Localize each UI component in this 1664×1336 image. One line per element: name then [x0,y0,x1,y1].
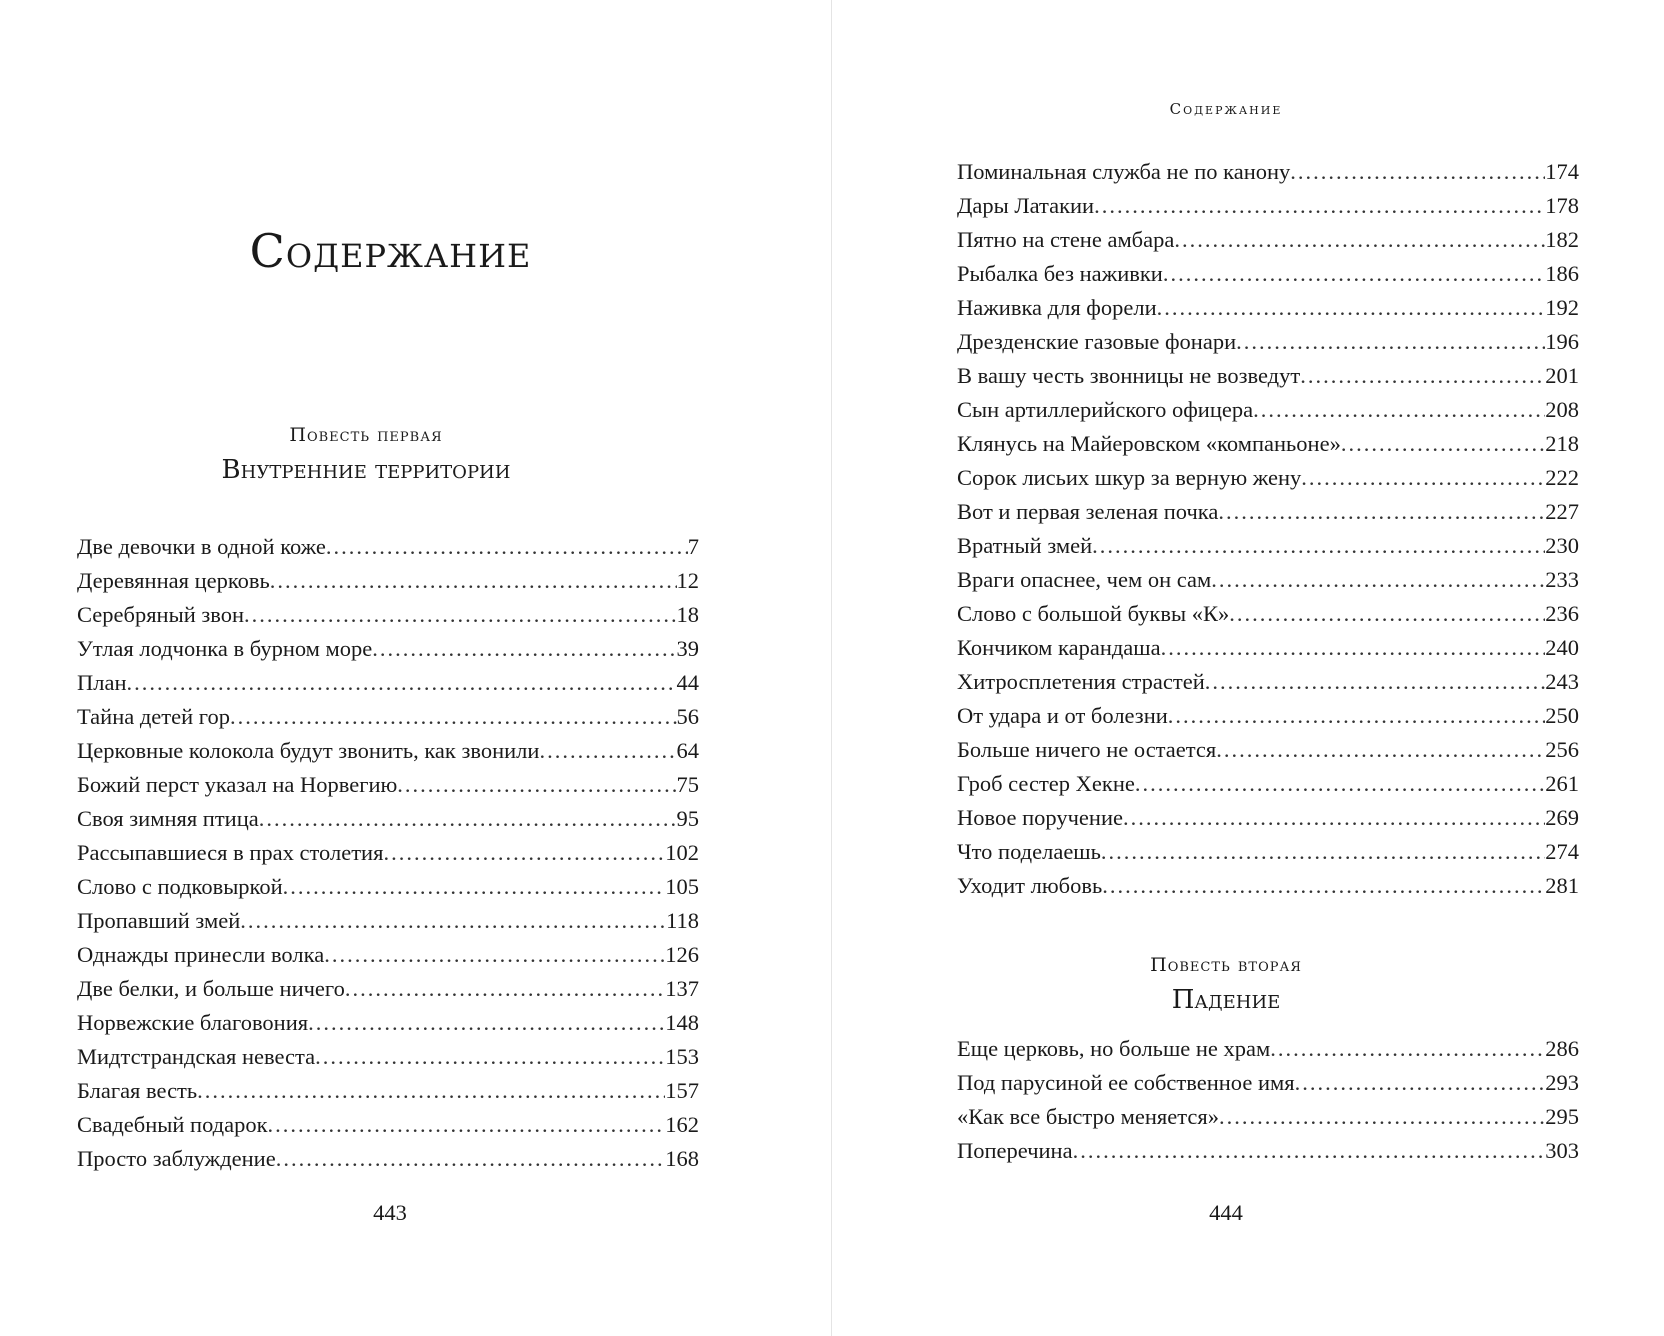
toc-entry [957,461,1579,495]
toc-entry-page: 7 [687,534,699,559]
dot-leader [240,904,666,938]
toc-entry [957,529,1579,563]
toc-entry-page: 233 [1545,567,1579,592]
toc-entry-page: 192 [1545,295,1579,320]
dot-leader [1218,495,1545,529]
dot-leader [230,700,677,734]
toc-entry [77,1108,699,1142]
toc-entry [77,734,699,768]
toc-entry [957,767,1579,801]
toc-entry [957,189,1579,223]
toc-entry-title: Две девочки в одной коже [77,534,326,559]
toc-entry-title: Дрезденские газовые фонари [957,329,1237,354]
dot-leader [326,530,688,564]
dot-leader [1211,563,1545,597]
toc-entry-title: Просто заблуждение [77,1146,276,1171]
toc-entry [957,223,1579,257]
page-title: Содержание [249,224,532,278]
dot-leader [1073,1134,1546,1168]
dot-leader [259,802,677,836]
toc-entry-page: 153 [665,1044,699,1069]
toc-entry-title: Наживка для форели [957,295,1157,320]
toc-entry [957,325,1579,359]
toc-entry-page: 243 [1545,669,1579,694]
dot-leader [1102,869,1545,903]
toc-entry [957,359,1579,393]
toc-entry-page: 178 [1545,193,1579,218]
dot-leader [283,870,666,904]
toc-entry-page: 261 [1545,771,1579,796]
toc-entry-title: Сорок лисьих шкур за верную жену [957,465,1302,490]
toc-entry-title: Утлая лодчонка в бурном море [77,636,373,661]
toc-entry [77,904,699,938]
toc-entry [957,835,1579,869]
toc-entry [77,632,699,666]
toc-entry [957,393,1579,427]
toc-entry-title: Гроб сестер Хекне [957,771,1135,796]
dot-leader [1295,1066,1546,1100]
toc-entry [957,1134,1579,1168]
toc-entry [957,1066,1579,1100]
toc-entry-page: 227 [1545,499,1579,524]
toc-entry-title: Враги опаснее, чем он сам [957,567,1212,592]
toc-entry-title: Тайна детей гор [77,704,230,729]
toc-entry-page: 137 [665,976,699,1001]
toc-entry-page: 118 [666,908,699,933]
dot-leader [383,836,665,870]
dot-leader [324,938,665,972]
toc-entry [77,564,699,598]
dot-leader [1092,529,1545,563]
toc-entry [77,598,699,632]
toc-entry-title: Пропавший змей [77,908,241,933]
toc-entry-page: 64 [676,738,699,763]
toc-entry-page: 157 [665,1078,699,1103]
toc-entry-page: 75 [676,772,699,797]
toc-entry [77,802,699,836]
toc-entry-title: Вот и первая зеленая почка [957,499,1219,524]
toc-entry-page: 303 [1545,1138,1579,1163]
dot-leader [1205,665,1545,699]
toc-entry-page: 126 [665,942,699,967]
toc-entry [77,972,699,1006]
toc-entry-page: 286 [1545,1036,1579,1061]
toc-entry-title: Еще церковь, но больше не храм [957,1036,1271,1061]
page-number: 443 [373,1200,407,1225]
toc-entry-page: 182 [1545,227,1579,252]
dot-leader [1253,393,1545,427]
toc-entry-page: 236 [1545,601,1579,626]
dot-leader [1174,223,1545,257]
toc-entry-title: Дары Латакии [957,193,1095,218]
toc-entry-title: Деревянная церковь [77,568,270,593]
dot-leader [1236,325,1545,359]
dot-leader [197,1074,665,1108]
toc-entry-title: План [77,670,127,695]
toc-entry [77,870,699,904]
toc-entry [77,1074,699,1108]
toc-entry-title: Поминальная служба не по канону [957,159,1291,184]
toc-entry [957,1032,1579,1066]
toc-entry-title: Новое поручение [957,805,1123,830]
dot-leader [1300,359,1545,393]
toc-entry-title: Слово с подковыркой [77,874,283,899]
toc-entry-page: 56 [676,704,699,729]
toc-entry [957,665,1579,699]
toc-entry-page: 230 [1545,533,1579,558]
toc-entry-page: 293 [1545,1070,1579,1095]
dot-leader [539,734,676,768]
dot-leader [1101,835,1545,869]
toc-entry [77,938,699,972]
story-label: Повесть первая [289,424,443,446]
toc-entry-title: Рассыпавшиеся в прах столетия [77,840,384,865]
toc-entry-title: Серебряный звон [77,602,245,627]
dot-leader [276,1142,666,1176]
dot-leader [1229,597,1545,631]
toc-entry [77,768,699,802]
toc-entry [957,563,1579,597]
dot-leader [127,666,677,700]
toc-entry-page: 168 [665,1146,699,1171]
toc-entry-title: Уходит любовь [957,873,1103,898]
dot-leader [1216,733,1545,767]
toc-entry [77,530,699,564]
dot-leader [1270,1032,1545,1066]
toc-entry-page: 281 [1545,873,1579,898]
dot-leader [1135,767,1545,801]
toc-entry-title: Что поделаешь [957,839,1101,864]
toc-entry-title: Больше ничего не остается [957,737,1217,762]
toc-entry-title: От удара и от болезни [957,703,1168,728]
toc-entry-title: Слово с большой буквы «К» [957,601,1230,626]
toc-entry [957,631,1579,665]
dot-leader [1341,427,1545,461]
toc-entry-title: Церковные колокола будут звонить, как звонили [77,738,540,763]
right-page [832,0,1663,1336]
toc-entry [957,427,1579,461]
dot-leader [345,972,665,1006]
toc-entry-title: Под парусиной ее собственное имя [957,1070,1295,1095]
toc-entry-page: 201 [1545,363,1579,388]
toc-entry-page: 250 [1545,703,1579,728]
dot-leader [315,1040,665,1074]
toc-list-right [957,155,1579,903]
toc-entry [77,836,699,870]
toc-entry-page: 222 [1545,465,1579,490]
toc-entry-title: Свадебный подарок [77,1112,268,1137]
toc-entry [77,1006,699,1040]
toc-entry-page: 186 [1545,261,1579,286]
toc-entry-page: 162 [665,1112,699,1137]
dot-leader [1094,189,1545,223]
toc-entry [77,700,699,734]
toc-entry [957,597,1579,631]
toc-entry-title: Благая весть [77,1078,198,1103]
dot-leader [270,564,677,598]
toc-entry-page: 295 [1545,1104,1579,1129]
toc-entry-page: 18 [676,602,699,627]
running-head: Содержание [1169,100,1283,118]
toc-entry [957,801,1579,835]
toc-entry [77,666,699,700]
page-number: 444 [1209,1200,1243,1225]
toc-entry-page: 39 [676,636,699,661]
toc-entry-page: 218 [1545,431,1579,456]
toc-entry-page: 102 [665,840,699,865]
toc-entry-title: Поперечина [957,1138,1073,1163]
toc-entry-page: 105 [665,874,699,899]
left-page [0,0,831,1336]
toc-entry [957,495,1579,529]
dot-leader [372,632,676,666]
toc-entry [77,1040,699,1074]
dot-leader [1123,801,1545,835]
story-label-2: Повесть вторая [1150,954,1302,976]
toc-entry-title: Однажды принесли волка [77,942,325,967]
toc-entry-title: В вашу честь звонницы не возведут [957,363,1301,388]
toc-entry-title: Своя зимняя птица [77,806,259,831]
toc-entry-page: 196 [1545,329,1579,354]
toc-entry-title: Клянусь на Майеровском «компаньоне» [957,431,1341,456]
toc-entry [957,291,1579,325]
dot-leader [308,1006,665,1040]
dot-leader [1290,155,1545,189]
dot-leader [1161,631,1546,665]
toc-entry-page: 256 [1545,737,1579,762]
toc-entry [957,733,1579,767]
dot-leader [1168,699,1545,733]
dot-leader [1157,291,1546,325]
toc-entry-title: «Как все быстро меняется» [957,1104,1219,1129]
toc-list-left [77,530,699,1176]
story-title-2: Падение [1171,985,1281,1015]
dot-leader [1163,257,1545,291]
toc-entry-page: 240 [1545,635,1579,660]
toc-entry-page: 174 [1545,159,1579,184]
toc-entry-title: Божий перст указал на Норвегию [77,772,398,797]
toc-entry-title: Кончиком карандаша [957,635,1161,660]
toc-entry-title: Пятно на стене амбара [957,227,1175,252]
toc-entry-title: Норвежские благовония [77,1010,309,1035]
toc-entry-page: 95 [676,806,699,831]
toc-entry [957,155,1579,189]
toc-entry [957,869,1579,903]
dot-leader [1219,1100,1545,1134]
toc-entry-page: 208 [1545,397,1579,422]
story-title: Внутренние территории [221,455,511,485]
toc-entry-page: 12 [676,568,699,593]
toc-entry [77,1142,699,1176]
dot-leader [244,598,676,632]
dot-leader [397,768,676,802]
dot-leader [268,1108,666,1142]
toc-entry [957,257,1579,291]
toc-list-right-2 [957,1032,1579,1168]
toc-entry-title: Мидтстрандская невеста [77,1044,316,1069]
toc-entry-page: 274 [1545,839,1579,864]
toc-entry [957,1100,1579,1134]
toc-entry-title: Вратный змей [957,533,1093,558]
toc-entry-title: Сын артиллерийского офицера [957,397,1254,422]
dot-leader [1301,461,1545,495]
toc-entry-title: Две белки, и больше ничего [77,976,345,1001]
toc-entry-page: 269 [1545,805,1579,830]
toc-entry-page: 148 [665,1010,699,1035]
toc-entry [957,699,1579,733]
toc-entry-title: Рыбалка без наживки [957,261,1163,286]
toc-entry-title: Хитросплетения страстей [957,669,1205,694]
toc-entry-page: 44 [676,670,699,695]
